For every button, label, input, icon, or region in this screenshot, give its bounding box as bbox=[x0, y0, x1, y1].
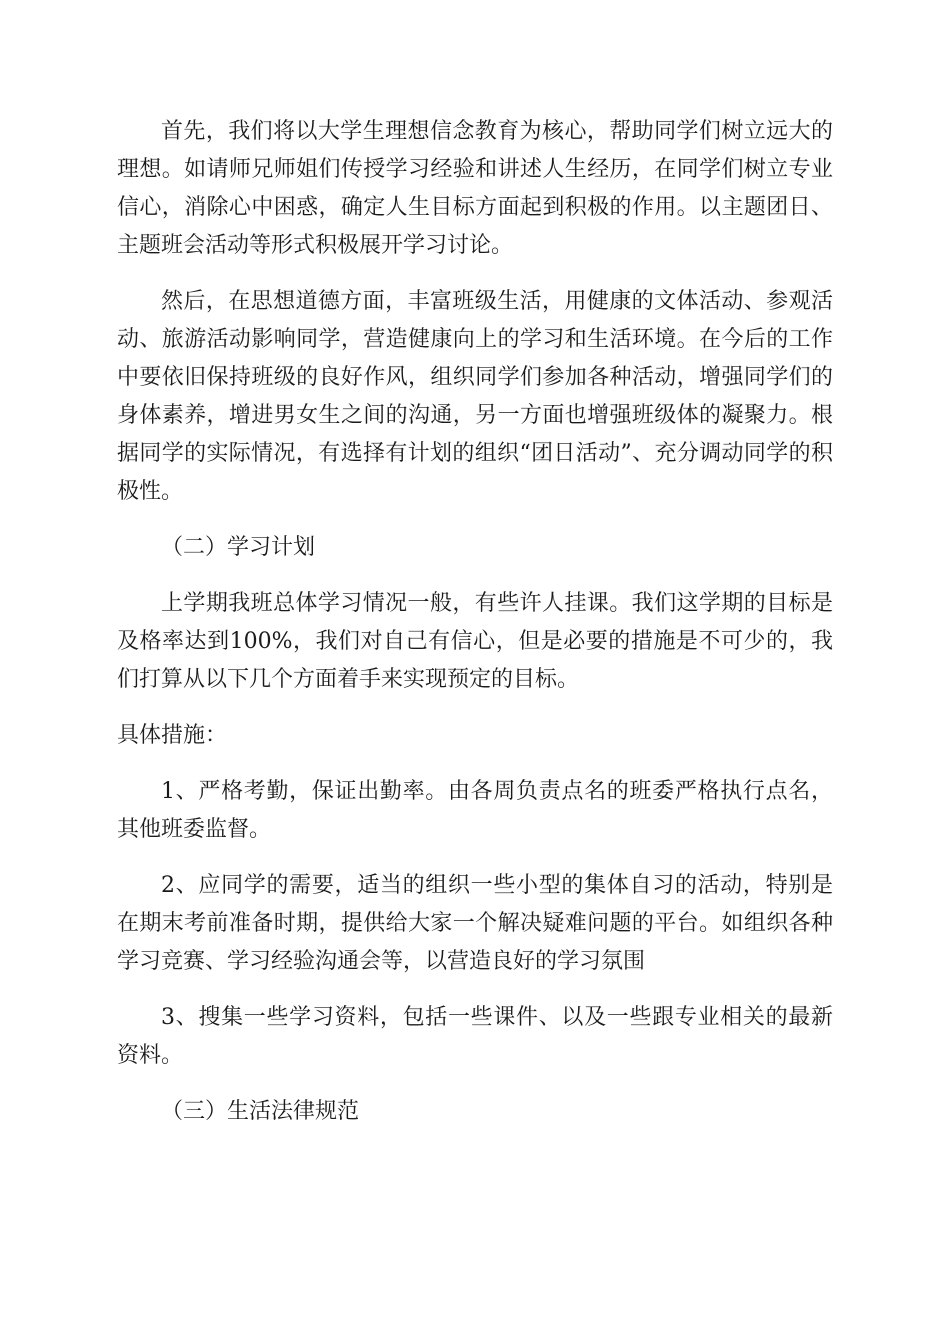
document-body bbox=[117, 113, 833, 1149]
measures-label: 具体措施： bbox=[117, 723, 228, 748]
measure-item-attendance: 1、严格考勤，保证出勤率。由各周负责点名的班委严格执行点名，其他班委监督。 bbox=[117, 779, 833, 842]
paragraph-study-goal: 上学期我班总体学习情况一般，有些许人挂课。我们这学期的目标是及格率达到100%，我们对自己有信心，但是必要的措施是不可少的，我们打算从以下几个方面着手来实现预定的目标。 bbox=[117, 591, 833, 692]
section-heading-life-rules: （三）生活法律规范 bbox=[161, 1099, 360, 1124]
paragraph-moral-activities: 然后，在思想道德方面，丰富班级生活，用健康的文体活动、参观活动、旅游活动影响同学，营造健康向上的学习和生活环境。在今后的工作中要依旧保持班级的良好作风，组织同学们参加各种活动，增强同学们的身体素养，增进男女生之间的沟通，另一方面也增强班级体的凝聚力。根据同学的实际情况，有选择有计划的组织“团日活动”、充分调动同学的积极性。 bbox=[117, 289, 833, 504]
measure-item-self-study: 2、应同学的需要，适当的组织一些小型的集体自习的活动，特别是在期末考前准备时期，提供给大家一个解决疑难问题的平台。如组织各种学习竞赛、学习经验沟通会等，以营造良好的学习氛围 bbox=[117, 873, 833, 974]
measure-item-materials: 3、搜集一些学习资料，包括一些课件、以及一些跟专业相关的最新资料。 bbox=[117, 1005, 833, 1068]
paragraph-ideals-education: 首先，我们将以大学生理想信念教育为核心，帮助同学们树立远大的理想。如请师兄师姐们传授学习经验和讲述人生经历，在同学们树立专业信心，消除心中困惑，确定人生目标方面起到积极的作用。以主题团日、主题班会活动等形式积极展开学习讨论。 bbox=[117, 119, 833, 258]
section-heading-study-plan: （二）学习计划 bbox=[161, 535, 316, 560]
